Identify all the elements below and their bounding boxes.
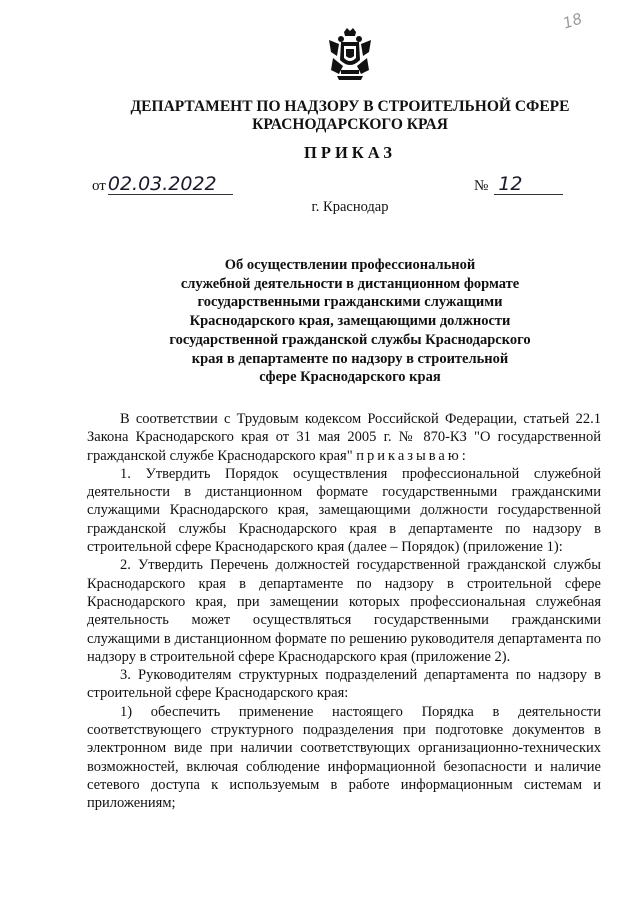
date-prefix: от [92,178,106,194]
preamble-text: В соответствии с Трудовым кодексом Российской Федерации, статьей 22.1 Закона Краснодарского края от 31 мая 2005 г. № 870-КЗ "О государственной гражданской службе Краснодарского края" [87,411,601,464]
order-body [87,410,601,813]
subject-line: государственной гражданской службы Краснодарского [169,331,531,348]
item-3-1: 1) обеспечить применение настоящего Порядка в деятельности соответствующего структурного подразделения при подготовке документов в электронном виде при наличии соответствующих организационно-технических возможностей, включая соблюдение информационной безопасности и наличие сетевого доступа к используемым в работе информационным системам и приложениям; [87,703,601,812]
item-1: 1. Утвердить Порядок осуществления профессиональной служебной деятельности в дистанционном формате государственными гражданскими служащими Краснодарского края, замещающими должности государственной гражданской службы Краснодарского края в департаменте по надзору в строительной сфере Краснодарского края (далее – Порядок) (приложение 1): [87,465,601,556]
order-title: ПРИКАЗ [304,143,396,162]
coat-of-arms-icon [327,26,373,82]
subject-line: Краснодарского края, замещающими должности [189,313,511,330]
department-title-line: ДЕПАРТАМЕНТ ПО НАДЗОРУ В СТРОИТЕЛЬНОЙ СФЕРЕ [130,98,570,115]
item-3: 3. Руководителям структурных подразделений департамента по надзору в строительной сфере Краснодарского края: [87,667,601,702]
subject-line: края в департаменте по надзору в строительной [191,350,509,367]
subject-line: Об осуществлении профессиональной [224,257,476,273]
handwritten-number: 12 [494,174,562,195]
item-2: 2. Утвердить Перечень должностей государственной гражданской службы Краснодарского края в департаменте по надзору в строительной сфере Краснодарского края, при замещении которых профессиональная служебная деятельность может осуществляться государственными гражданскими служащими в дистанционном формате по решению руководителя департамента по надзору в строительной сфере Краснодарского края (приложение 2). [87,557,601,665]
order-subject [140,256,560,387]
preamble-paragraph [87,410,601,465]
subject-line: служебной деятельности в дистанционном формате [180,275,520,292]
handwritten-page-number: 18 [560,9,585,33]
order-number [474,174,563,195]
order-word: приказываю: [356,447,469,464]
handwritten-date: 02.03.2022 [108,174,233,195]
department-title [80,98,620,134]
number-prefix: № [474,178,489,194]
subject-line: сфере Краснодарского края [259,369,441,386]
city: г. Краснодар [311,199,389,215]
department-title-line: КРАСНОДАРСКОГО КРАЯ [252,116,448,133]
subject-line: государственными гражданскими служащими [197,294,503,311]
order-date [92,174,233,195]
